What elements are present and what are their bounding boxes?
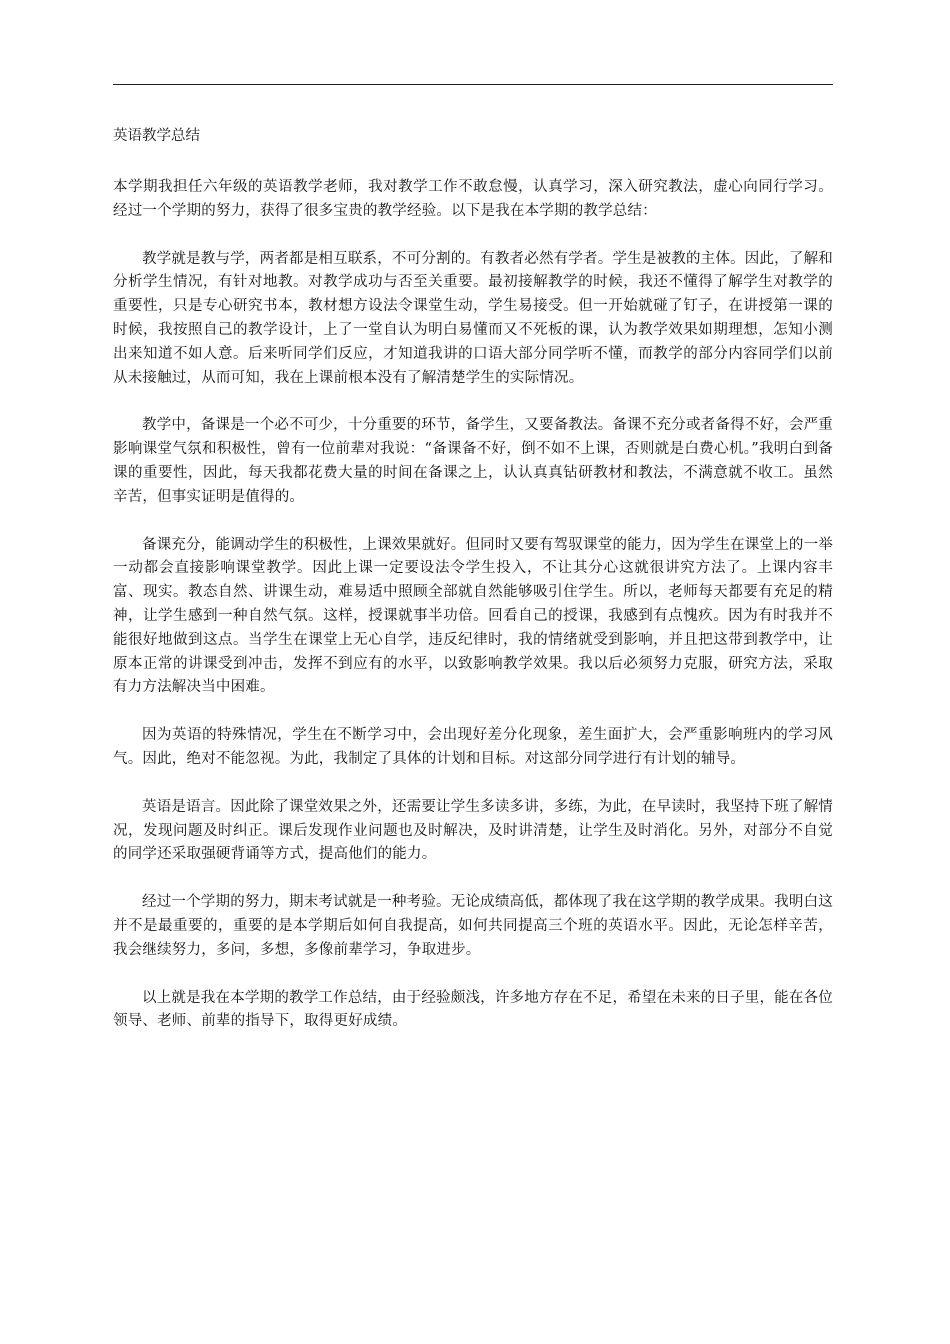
body-paragraph-2: 教学中，备课是一个必不可少，十分重要的环节，备学生，又要备教法。备课不充分或者备得不好，会严重影响课堂气氛和积极性，曾有一位前辈对我说：“备课备不好，倒不如不上课，否则就是白费心机。”我明白到备课的重要性，因此，每天我都花费大量的时间在备课之上，认认真真钻研教材和教法，不满意就不收工。虽然辛苦，但事实证明是值得的。 [113,417,833,505]
document-body [113,176,833,1058]
closing-paragraph: 以上就是我在本学期的教学工作总结，由于经验颇浅，许多地方存在不足，希望在未来的日子里，能在各位领导、老师、前辈的指导下，取得更好成绩。 [113,989,833,1030]
body-paragraph-3: 备课充分，能调动学生的积极性，上课效果就好。但同时又要有驾驭课堂的能力，因为学生在课堂上的一举一动都会直接影响课堂教学。因此上课一定要设法令学生投入，不让其分心这就很讲究方法了。上课内容丰富、现实。教态自然、讲课生动，难易适中照顾全部就自然能够吸引住学生。所以，老师每天都要有充足的精神，让学生感到一种自然气氛。这样，授课就事半功倍。回看自己的授课，我感到有点愧疚。因为有时我并不能很好地做到这点。当学生在课堂上无心自学，违反纪律时，我的情绪就受到影响，并且把这带到教学中，让原本正常的讲课受到冲击，发挥不到应有的水平，以致影响教学效果。我以后必须努力克服，研究方法，采取有力方法解决当中困难。 [113,536,833,696]
document-title: 英语教学总结 [113,128,200,144]
body-paragraph-1: 教学就是教与学，两者都是相互联系，不可分割的。有教者必然有学者。学生是被教的主体。因此，了解和分析学生情况，有针对地教。对教学成功与否至关重要。最初接解教学的时候，我还不懂得了解学生对教学的重要性，只是专心研究书本，教材想方设法令课堂生动，学生易接受。但一开始就碰了钉子，在讲授第一课的时候，我按照自己的教学设计，上了一堂自认为明白易懂而又不死板的课，认为教学效果如期理想，怎知小测出来知道不如人意。后来听同学们反应，才知道我讲的口语大部分同学听不懂，而教学的部分内容同学们以前从未接触过，从而可知，我在上课前根本没有了解清楚学生的实际情况。 [113,250,833,386]
body-paragraph-4: 因为英语的特殊情况，学生在不断学习中，会出现好差分化现象，差生面扩大，会严重影响班内的学习风气。因此，绝对不能忽视。为此，我制定了具体的计划和目标。对这部分同学进行有计划的辅导。 [113,727,833,767]
intro-paragraph: 本学期我担任六年级的英语教学老师，我对教学工作不敢怠慢，认真学习，深入研究教法，虚心向同行学习。经过一个学期的努力，获得了很多宝贵的教学经验。以下是我在本学期的教学总结： [113,179,833,219]
body-paragraph-6: 经过一个学期的努力，期末考试就是一种考验。无论成绩高低，都体现了我在这学期的教学成果。我明白这并不是最重要的，重要的是本学期后如何自我提高，如何共同提高三个班的英语水平。因此，无论怎样辛苦，我会继续努力，多问，多想，多像前辈学习，争取进步。 [113,894,833,958]
header-rule [113,84,833,85]
body-paragraph-5: 英语是语言。因此除了课堂效果之外，还需要让学生多读多讲，多练，为此，在早读时，我坚持下班了解情况，发现问题及时纠正。课后发现作业问题也及时解决，及时讲清楚，让学生及时消化。另外，对部分不自觉的同学还采取强硬背诵等方式，提高他们的能力。 [113,798,833,863]
